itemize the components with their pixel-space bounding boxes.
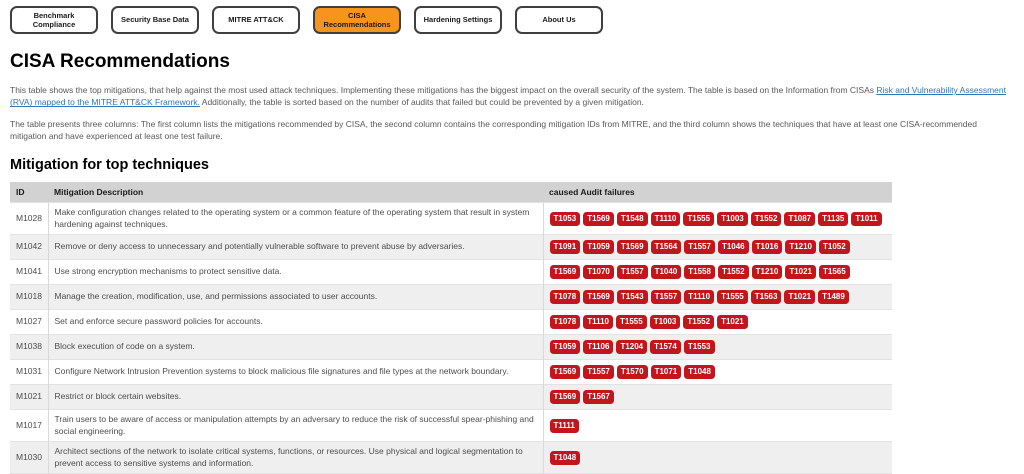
caused-audit-failures-cell	[543, 203, 892, 235]
mitigation-description: Architect sections of the network to isolate critical systems, functions, or resources. Use physical and logical segmentation to prevent access to sensitive systems and information.	[48, 442, 543, 474]
technique-badge-t1011[interactable]: T1011	[851, 212, 881, 226]
mitigation-id: M1030	[10, 442, 48, 474]
technique-badge-t1078[interactable]: T1078	[550, 315, 581, 329]
technique-badge-t1555[interactable]: T1555	[717, 290, 748, 304]
technique-badge-t1569[interactable]: T1569	[583, 212, 614, 226]
caused-audit-failures-cell	[543, 360, 892, 385]
technique-badge-t1569[interactable]: T1569	[617, 240, 648, 254]
mitigation-id: M1041	[10, 260, 48, 285]
technique-badge-t1570[interactable]: T1570	[617, 365, 648, 379]
tab-cisa-recommendations[interactable]: CISA Recommendations	[313, 6, 401, 34]
column-header-id: ID	[10, 182, 48, 203]
technique-badge-t1564[interactable]: T1564	[651, 240, 682, 254]
technique-badge-t1489[interactable]: T1489	[818, 290, 849, 304]
technique-badge-t1059[interactable]: T1059	[583, 240, 614, 254]
technique-badge-t1565[interactable]: T1565	[819, 265, 850, 279]
table-header-row	[10, 182, 892, 203]
column-header-description: Mitigation Description	[48, 182, 543, 203]
table-row-m1031	[10, 360, 892, 385]
technique-badge-t1135[interactable]: T1135	[818, 212, 848, 226]
technique-badge-t1091[interactable]: T1091	[550, 240, 581, 254]
mitigation-description: Make configuration changes related to the operating system or a common feature of the operating system that result in system hardening against techniques.	[48, 203, 543, 235]
technique-badge-t1087[interactable]: T1087	[784, 212, 815, 226]
technique-badge-t1563[interactable]: T1563	[751, 290, 782, 304]
technique-badge-t1053[interactable]: T1053	[550, 212, 581, 226]
table-row-m1027	[10, 310, 892, 335]
intro-paragraph	[10, 84, 1014, 109]
technique-badge-t1059[interactable]: T1059	[550, 340, 581, 354]
mitigation-description: Train users to be aware of access or manipulation attempts by an adversary to reduce the risk of successful spear-phishing and social engineering.	[48, 410, 543, 442]
technique-badge-t1543[interactable]: T1543	[617, 290, 648, 304]
technique-badge-t1016[interactable]: T1016	[752, 240, 783, 254]
table-row-m1017	[10, 410, 892, 442]
table-row-m1028	[10, 203, 892, 235]
table-row-m1030	[10, 442, 892, 474]
technique-badge-t1003[interactable]: T1003	[650, 315, 681, 329]
intro-text-before-link: This table shows the top mitigations, that help against the most used attack techniques. Implementing these mitigations has the biggest impact on the overall security of the system. The table is based on the Information from CISAs	[10, 85, 877, 95]
technique-badge-t1003[interactable]: T1003	[717, 212, 748, 226]
mitigation-id: M1042	[10, 235, 48, 260]
mitigation-id: M1017	[10, 410, 48, 442]
technique-badge-t1048[interactable]: T1048	[550, 451, 581, 465]
mitigation-description: Remove or deny access to unnecessary and potentially vulnerable software to prevent abuse by adversaries.	[48, 235, 543, 260]
tab-benchmark-compliance[interactable]: Benchmark Compliance	[10, 6, 98, 34]
mitigation-description: Block execution of code on a system.	[48, 335, 543, 360]
table-row-m1018	[10, 285, 892, 310]
technique-badge-t1553[interactable]: T1553	[684, 340, 715, 354]
caused-audit-failures-cell	[543, 285, 892, 310]
technique-badge-t1070[interactable]: T1070	[583, 265, 614, 279]
technique-badge-t1569[interactable]: T1569	[550, 390, 581, 404]
technique-badge-t1567[interactable]: T1567	[583, 390, 614, 404]
technique-badge-t1071[interactable]: T1071	[651, 365, 682, 379]
technique-badge-t1021[interactable]: T1021	[785, 265, 816, 279]
technique-badge-t1210[interactable]: T1210	[752, 265, 783, 279]
mitigation-description: Use strong encryption mechanisms to protect sensitive data.	[48, 260, 543, 285]
technique-badge-t1052[interactable]: T1052	[819, 240, 850, 254]
technique-badge-t1110[interactable]: T1110	[684, 290, 714, 304]
mitigation-id: M1021	[10, 385, 48, 410]
column-header-failures: caused Audit failures	[543, 182, 892, 203]
tab-bar	[0, 0, 1024, 34]
mitigations-table	[10, 182, 892, 474]
caused-audit-failures-cell	[543, 235, 892, 260]
technique-badge-t1110[interactable]: T1110	[583, 315, 613, 329]
technique-badge-t1557[interactable]: T1557	[651, 290, 682, 304]
page-title: CISA Recommendations	[10, 51, 230, 72]
technique-badge-t1574[interactable]: T1574	[650, 340, 681, 354]
mitigation-id: M1038	[10, 335, 48, 360]
section-title: Mitigation for top techniques	[10, 157, 209, 174]
caused-audit-failures-cell	[543, 385, 892, 410]
technique-badge-t1569[interactable]: T1569	[583, 290, 614, 304]
mitigation-id: M1028	[10, 203, 48, 235]
columns-explanation-paragraph: The table presents three columns: The first column lists the mitigations recommended by CISA, the second column contains the corresponding mitigation IDs from MITRE, and the third column shows the techniques that have at least one CISA-recommended mitigation and have experienced at least one test failure.	[10, 118, 977, 141]
tab-security-base-data[interactable]: Security Base Data	[111, 6, 199, 34]
tab-mitre-att-ck[interactable]: MITRE ATT&CK	[212, 6, 300, 34]
rva-framework-link[interactable]: Risk and Vulnerability Assessment (RVA) mapped to the MITRE ATT&CK Framework.	[10, 85, 1006, 108]
mitigation-id: M1018	[10, 285, 48, 310]
technique-badge-t1021[interactable]: T1021	[717, 315, 748, 329]
mitigation-description: Restrict or block certain websites.	[48, 385, 543, 410]
technique-badge-t1557[interactable]: T1557	[617, 265, 648, 279]
technique-badge-t1569[interactable]: T1569	[550, 365, 581, 379]
technique-badge-t1557[interactable]: T1557	[583, 365, 614, 379]
technique-badge-t1569[interactable]: T1569	[550, 265, 581, 279]
technique-badge-t1552[interactable]: T1552	[751, 212, 782, 226]
technique-badge-t1040[interactable]: T1040	[651, 265, 682, 279]
technique-badge-t1552[interactable]: T1552	[718, 265, 749, 279]
technique-badge-t1204[interactable]: T1204	[616, 340, 647, 354]
mitigation-id: M1027	[10, 310, 48, 335]
caused-audit-failures-cell	[543, 442, 892, 474]
technique-badge-t1111[interactable]: T1111	[550, 419, 579, 433]
caused-audit-failures-cell	[543, 335, 892, 360]
mitigation-description: Set and enforce secure password policies for accounts.	[48, 310, 543, 335]
technique-badge-t1078[interactable]: T1078	[550, 290, 581, 304]
tab-hardening-settings[interactable]: Hardening Settings	[414, 6, 502, 34]
technique-badge-t1555[interactable]: T1555	[683, 212, 714, 226]
caused-audit-failures-cell	[543, 310, 892, 335]
caused-audit-failures-cell	[543, 410, 892, 442]
technique-badge-t1048[interactable]: T1048	[684, 365, 715, 379]
caused-audit-failures-cell	[543, 260, 892, 285]
tab-about-us[interactable]: About Us	[515, 6, 603, 34]
table-row-m1021	[10, 385, 892, 410]
intro-text-after-link: Additionally, the table is sorted based on the number of audits that failed but could be prevented by a given mitigation.	[199, 97, 644, 108]
mitigation-description: Configure Network Intrusion Prevention systems to block malicious file signatures and file types at the network boundary.	[48, 360, 543, 385]
table-row-m1041	[10, 260, 892, 285]
technique-badge-t1555[interactable]: T1555	[616, 315, 647, 329]
technique-badge-t1558[interactable]: T1558	[684, 265, 715, 279]
technique-badge-t1046[interactable]: T1046	[718, 240, 749, 254]
table-row-m1042	[10, 235, 892, 260]
mitigation-description: Manage the creation, modification, use, and permissions associated to user accounts.	[48, 285, 543, 310]
table-row-m1038	[10, 335, 892, 360]
technique-badge-t1210[interactable]: T1210	[785, 240, 816, 254]
technique-badge-t1548[interactable]: T1548	[617, 212, 648, 226]
technique-badge-t1110[interactable]: T1110	[651, 212, 681, 226]
mitigation-id: M1031	[10, 360, 48, 385]
technique-badge-t1106[interactable]: T1106	[583, 340, 613, 354]
technique-badge-t1021[interactable]: T1021	[784, 290, 815, 304]
technique-badge-t1552[interactable]: T1552	[683, 315, 714, 329]
technique-badge-t1557[interactable]: T1557	[684, 240, 715, 254]
